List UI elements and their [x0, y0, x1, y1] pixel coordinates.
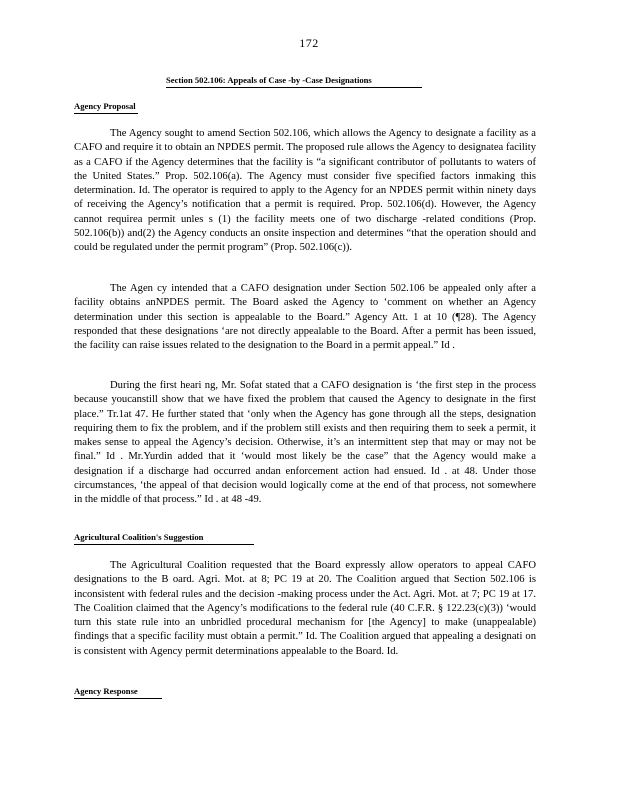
- paragraph-agency-intent: The Agen cy intended that a CAFO designation under Section 502.106 be appealed only after a facility obtains anNPDES permit. The Board asked the Agency to ‘comment on whether an Agency determination under this section is appealable to the Board.” Agency Att. 1 at 10 (¶28). The Agency responded that these designations ‘are not directly appealable to the Board. After a permit has been issued, the facility can raise issues related to the designation to the Board in a permit appeal.” Id .: [74, 283, 536, 352]
- paragraph-agricultural-coalition: The Agricultural Coalition requested that the Board expressly allow operators to appeal CAFO designations to the B oard. Agri. Mot. at 8; PC 19 at 20. The Coalition argued that Section 502.106 is inconsistent with federal rules and the decision -making process under the Act. Agri. Mot. at 7; PC 19 at 17. The Coalition claimed that the Agency’s modifications to the federal rule (40 C.F.R. § 122.23(c)(3)) ‘would turn this state rule into an unbridled procedural mechanism for [the Agency] to make (unappealable) findings that a specific facility must obtain a permit.” Id. The Coalition argued that appealing a designati on is consistent with Agency permit determinations appealable to the Board. Id.: [74, 560, 536, 657]
- paragraph-agency-proposal: The Agency sought to amend Section 502.106, which allows the Agency to designate a facility as a CAFO and require it to obtain an NPDES permit. The proposed rule allows the Agency to designatea facility as a CAFO if the Agency determines that the facility is “a significant contributor of pollutants to waters of the United States.” Prop. 502.106(a). The Agency must consider five specified factors inmaking this determination. Id. The operator is required to apply to the Agency for an NPDES permit within ninety days of receiving the Agency’s notification that a permit is required. Prop. 502.106(d). However, the Agency cannot requirea permit unles s (1) the facility meets one of two discharge -related conditions (Prop. 502.106(b)) and(2) the Agency conducts an onsite inspection and determines “that the operation should and could be regulated under the permit program” (Prop. 502.106(c)).: [74, 128, 536, 254]
- subhead-agency-proposal: Agency Proposal: [74, 101, 138, 114]
- paragraph-first-hearing: During the first heari ng, Mr. Sofat stated that a CAFO designation is ‘the first step in the process because youcanstill show that we have fixed the problem that caused the Agency to designate in the first place.” Tr.1at 47. He further stated that ‘only when the Agency has gone through all the steps, designation requiring them to fix the problem, and if the problem still exists and then requiring them to seek a permit, it makes sense to appeal the Agency’s decision. Otherwise, it’s an intermittent step that may or may not be final.” Id . Mr.Yurdin added that it ‘would most likely be the case” that the Agency would make a designation if a discharge had occurred andan enforcement action had ensued. Id . at 48. Under those circumstances, ‘the appeal of that decision would logically come at the end of that process, not somewhere in the middle of that process.” Id . at 48 -49.: [74, 380, 536, 506]
- page-number: 172: [299, 36, 319, 50]
- subhead-agricultural-suggestion: Agricultural Coalition's Suggestion: [74, 532, 254, 545]
- section-title: Section 502.106: Appeals of Case -by -Case Designations: [166, 75, 422, 88]
- subhead-agency-response: Agency Response: [74, 686, 162, 699]
